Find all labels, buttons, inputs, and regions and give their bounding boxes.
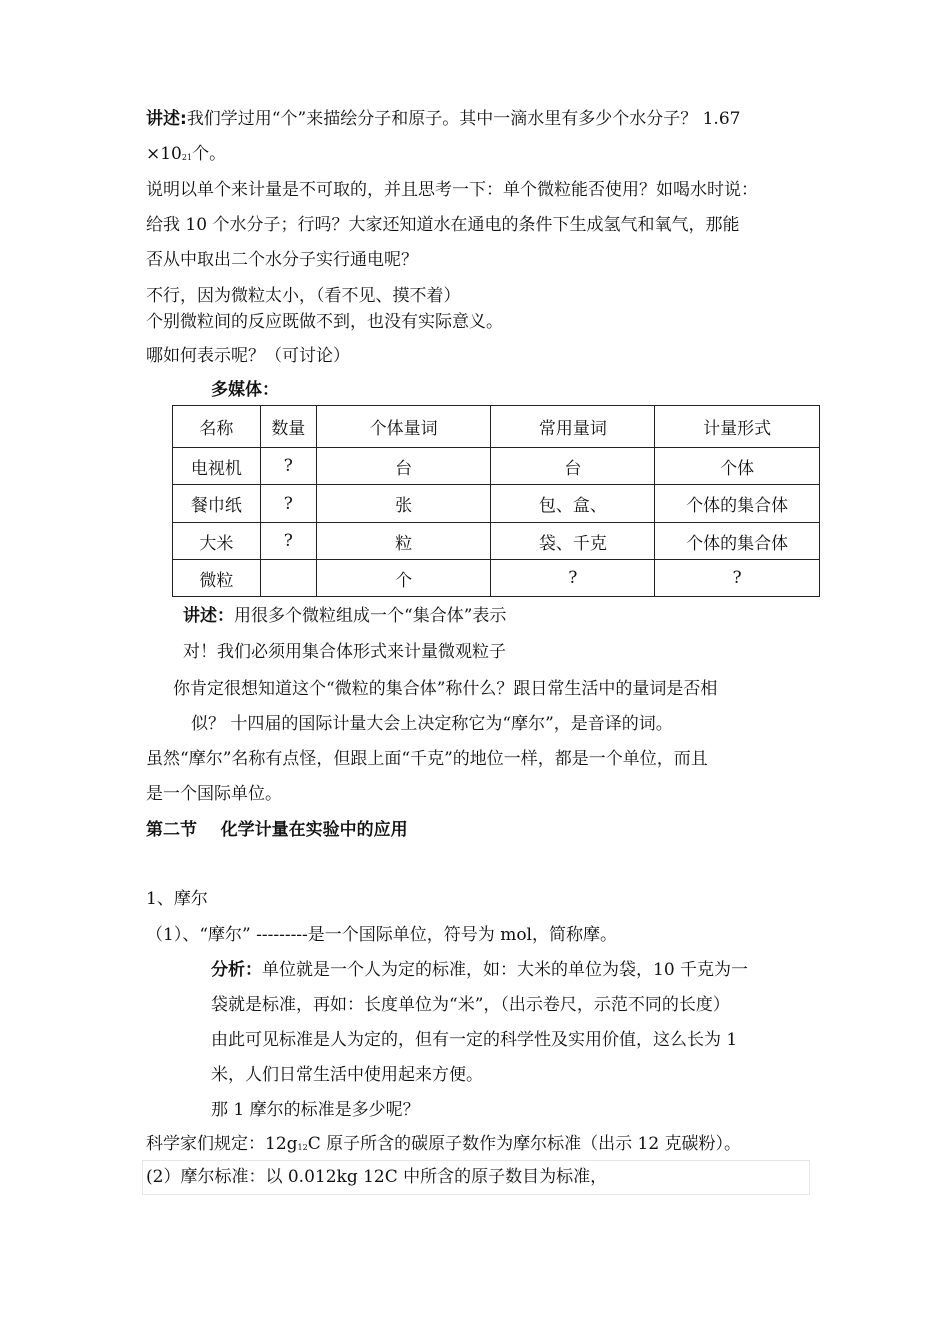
multimedia-label: 多媒体： (211, 380, 279, 400)
narration-label: 讲述: (146, 109, 187, 129)
table-cell: ? (260, 485, 316, 523)
intro-line-6: 个别微粒间的反应既做不到，也没有实际意义。 (146, 312, 503, 332)
analysis-line-2: 袋就是标准，再如：长度单位为“米”，（出示卷尺，示范不同的长度） (211, 995, 730, 1015)
analysis-label: 分析： (211, 960, 262, 980)
table-cell: 个体 (655, 448, 820, 485)
subsection-title: 1、摩尔 (146, 889, 208, 909)
analysis-line-4: 米，人们日常生活中使用起来方便。 (211, 1065, 483, 1085)
mass-number: 12 (297, 1143, 308, 1152)
table-cell: ? (491, 560, 655, 597)
table-header: 数量 (260, 406, 316, 448)
table-header: 常用量词 (491, 406, 655, 448)
table-cell: 台 (491, 448, 655, 485)
section-title: 第二节 化学计量在实验中的应用 (146, 820, 408, 840)
table-row (173, 560, 820, 597)
table-cell: 电视机 (173, 448, 261, 485)
table-cell: 个体的集合体 (655, 485, 820, 523)
table-row (173, 448, 820, 485)
after-table-line-6: 是一个国际单位。 (146, 784, 282, 804)
comparison-table (172, 405, 820, 597)
table-cell: 大米 (173, 523, 261, 560)
table-cell: 粒 (316, 523, 491, 560)
intro-line-4: 否从中取出二个水分子实行通电呢？ (146, 250, 418, 270)
table-cell (260, 560, 316, 597)
item-2: (2）摩尔标准：以 0.012kg 12C 中所含的原子数目为标准， (146, 1167, 608, 1187)
table-header: 计量形式 (655, 406, 820, 448)
after-table-line-2: 对！我们必须用集合体形式来计量微观粒子 (183, 642, 506, 662)
intro-line-5: 不行，因为微粒太小，（看不见、摸不着） (146, 286, 461, 306)
intro-line-7: 哪如何表示呢？（可讨论） (146, 346, 350, 366)
table-cell: ? (260, 523, 316, 560)
analysis-line-1: 分析：单位就是一个人为定的标准，如：大米的单位为袋，10 千克为一 (211, 960, 749, 980)
table-cell: 台 (316, 448, 491, 485)
after-table-line-3: 你肯定很想知道这个“微粒的集合体”称什么？跟日常生活中的量词是否相 (173, 679, 718, 699)
table-cell: ? (655, 560, 820, 597)
intro-line-3: 给我 10 个水分子；行吗？大家还知道水在通电的条件下生成氢气和氧气，那能 (146, 215, 740, 235)
item-1: （1）、“摩尔” ---------是一个国际单位，符号为 mol，简称摩。 (146, 925, 617, 945)
table-cell: 袋、千克 (491, 523, 655, 560)
intro-line-2: 说明以单个来计量是不可取的，并且思考一下：单个微粒能否使用？如喝水时说： (146, 180, 758, 200)
table-cell: 张 (316, 485, 491, 523)
table-cell: 包、盒、 (491, 485, 655, 523)
exponent: 21 (181, 153, 193, 162)
after-table-line-1: 讲述：用很多个微粒组成一个“集合体”表示 (183, 606, 507, 626)
table-row (173, 523, 820, 560)
table-row (173, 485, 820, 523)
after-table-line-4: 似？ 十四届的国际计量大会上决定称它为“摩尔”，是音译的词。 (191, 714, 673, 734)
table-cell: 微粒 (173, 560, 261, 597)
table-cell: 个 (316, 560, 491, 597)
table-cell: 个体的集合体 (655, 523, 820, 560)
narration-text: 我们学过用“个”来描绘分子和原子。其中一滴水里有多少个水分子？ 1.67 (186, 109, 741, 129)
table-header: 个体量词 (316, 406, 491, 448)
rule-line: 科学家们规定：$12g_{12}C$ 原子所含的碳原子数作为摩尔标准（出示 12 克碳粉）。 (146, 1134, 742, 1154)
question-line: 那 1 摩尔的标准是多少呢？ (211, 1100, 420, 1120)
analysis-line-3: 由此可见标准是人为定的，但有一定的科学性及实用价值，这么长为 1 (211, 1030, 738, 1050)
after-table-line-5: 虽然“摩尔”名称有点怪，但跟上面“千克”的地位一样，都是一个单位，而且 (146, 749, 708, 769)
table-cell: ? (260, 448, 316, 485)
table-cell: 餐巾纸 (173, 485, 261, 523)
table-header: 名称 (173, 406, 261, 448)
narration-label: 讲述： (183, 606, 234, 626)
table-header-row (173, 406, 820, 448)
